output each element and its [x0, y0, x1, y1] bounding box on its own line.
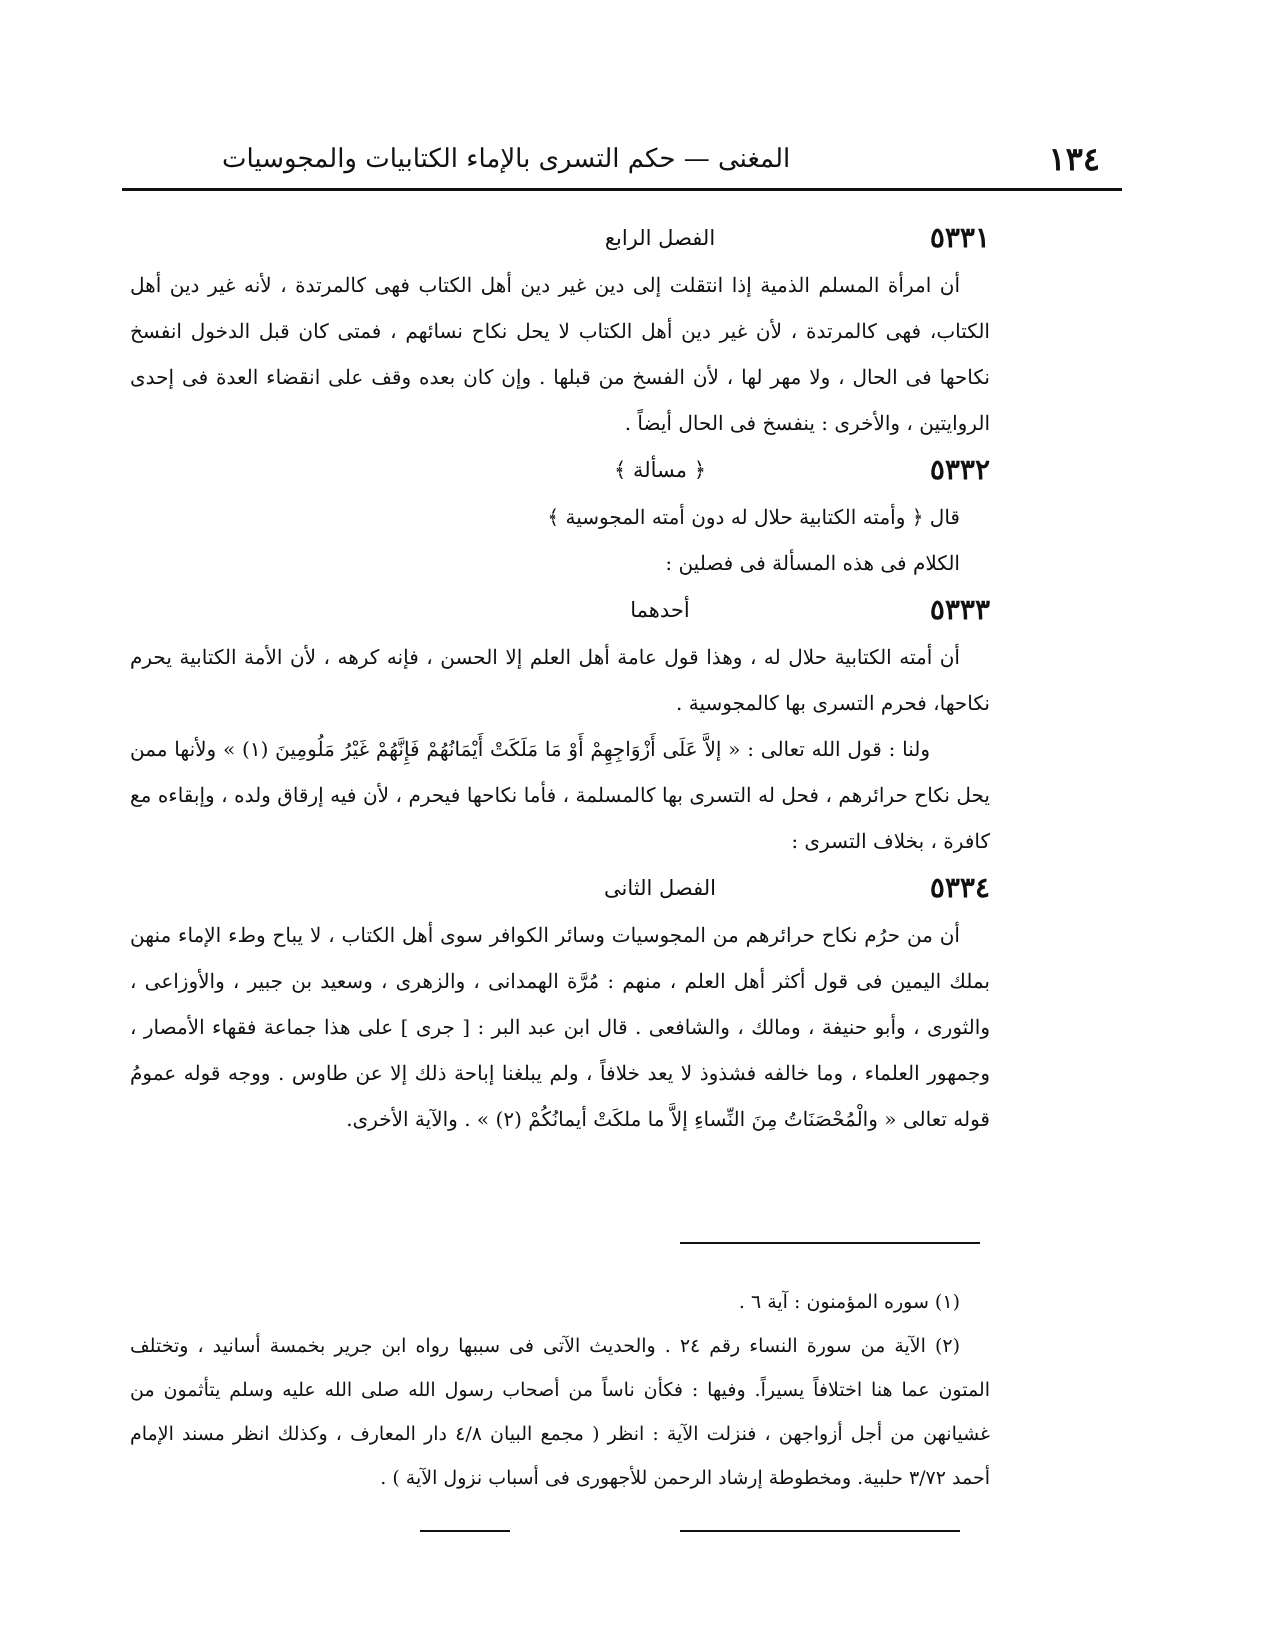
- section-5334: [130, 864, 990, 1142]
- section-heading: [130, 446, 990, 494]
- section-number: ٥٣٣٣: [929, 593, 990, 626]
- section-5332: [130, 446, 990, 586]
- section-heading: [130, 864, 990, 912]
- page-header: [122, 134, 1122, 184]
- section-heading: [130, 214, 990, 262]
- paragraph: ولنا : قول الله تعالى : « إلاَّ عَلَى أَزْوَاجِهِمْ أَوْ مَا مَلَكَتْ أَيْمَانُهُمْ فَإِنَّهُمْ غَيْرُ مَلُومِينَ (١) » ولأنها ممن يحل نكاح حرائرهم ، فحل له التسرى بها كالمسلمة ، فأما نكاحها فيحرم ، لأن فيه إرقاق ولده ، وإبقاءه مع كافرة ، بخلاف التسرى :: [130, 737, 990, 853]
- section-heading: [130, 586, 990, 634]
- section-title: أحدهما: [630, 598, 690, 622]
- section-title: الفصل الثانى: [604, 876, 716, 900]
- paragraph: أن من حرُم نكاح حرائرهم من المجوسيات وسائر الكوافر سوى أهل الكتاب ، لا يباح وطء الإماء منهن بملك اليمين فى قول أكثر أهل العلم ، منهم : مُرَّة الهمدانى ، والزهرى ، وسعيد بن جبير ، والأوزاعى ، والثورى ، وأبو حنيفة ، ومالك ، والشافعى . قال ابن عبد البر : [ جرى ] على هذا جماعة فقهاء الأمصار ، وجمهور العلماء ، وما خالفه فشذوذ لا يعد خلافاً ، ولم يبلغنا إباحة ذلك إلا عن طاوس . ووجه قوله عمومُ قوله تعالى « والْمُحْصَنَاتُ مِنَ النِّساءِ إلاَّ ما ملكَتْ أيمانُكُمْ (٢) » . والآية الأخرى.: [130, 923, 990, 1131]
- section-number: ٥٣٣١: [929, 221, 990, 254]
- page-number: ١٣٤: [1048, 140, 1100, 178]
- footnotes: [130, 1280, 990, 1500]
- section-title: ﴿ مسألة ﴾: [614, 458, 706, 482]
- bottom-rule: [680, 1530, 960, 1532]
- paragraph: الكلام فى هذه المسألة فى فصلين :: [665, 551, 960, 575]
- paragraph: أن امرأة المسلم الذمية إذا انتقلت إلى دين غير دين أهل الكتاب فهى كالمرتدة ، لأنه غير دين أهل الكتاب، فهى كالمرتدة ، لأن غير دين أهل الكتاب لا يحل نكاح نسائهم ، فمتى كان قبل الدخول انفسخ نكاحها فى الحال ، ولا مهر لها ، لأن الفسخ من قبلها . وإن كان بعده وقف على انقضاء العدة فى إحدى الروايتين ، والأخرى : ينفسخ فى الحال أيضاً .: [130, 273, 990, 435]
- footnote-separator: [680, 1242, 980, 1244]
- section-number: ٥٣٣٢: [929, 453, 990, 486]
- running-title: المغنى — حكم التسرى بالإماء الكتابيات والمجوسيات: [222, 144, 791, 174]
- footnote: (١) سوره المؤمنون : آية ٦ .: [738, 1291, 960, 1313]
- footnote: (٢) الآية من سورة النساء رقم ٢٤ . والحديث الآتى فى سببها رواه ابن جرير بخمسة أسانيد ، وتختلف المتون عما هنا اختلافاً يسيراً. وفيها : فكأن ناساً من أصحاب رسول الله صلى الله عليه وسلم يتأثمون من غشيانهن من أجل أزواجهن ، فنزلت الآية : انظر ( مجمع البيان ٤/٨ دار المعارف ، وكذلك انظر مسند الإمام أحمد ٣/٧٢ حلبية. ومخطوطة إرشاد الرحمن للأجهورى فى أسباب نزول الآية ) .: [130, 1335, 990, 1489]
- bottom-rule: [420, 1530, 510, 1532]
- main-text: [130, 214, 990, 1142]
- section-5331: [130, 214, 990, 446]
- section-number: ٥٣٣٤: [929, 871, 990, 904]
- section-5333: [130, 586, 990, 864]
- paragraph: أن أمته الكتابية حلال له ، وهذا قول عامة أهل العلم إلا الحسن ، فإنه كرهه ، لأن الأمة الكتابية يحرم نكاحها، فحرم التسرى بها كالمجوسية .: [130, 645, 990, 715]
- header-rule: [122, 188, 1122, 191]
- paragraph: قال ﴿ وأمته الكتابية حلال له دون أمته المجوسية ﴾: [547, 505, 960, 529]
- section-title: الفصل الرابع: [604, 226, 716, 250]
